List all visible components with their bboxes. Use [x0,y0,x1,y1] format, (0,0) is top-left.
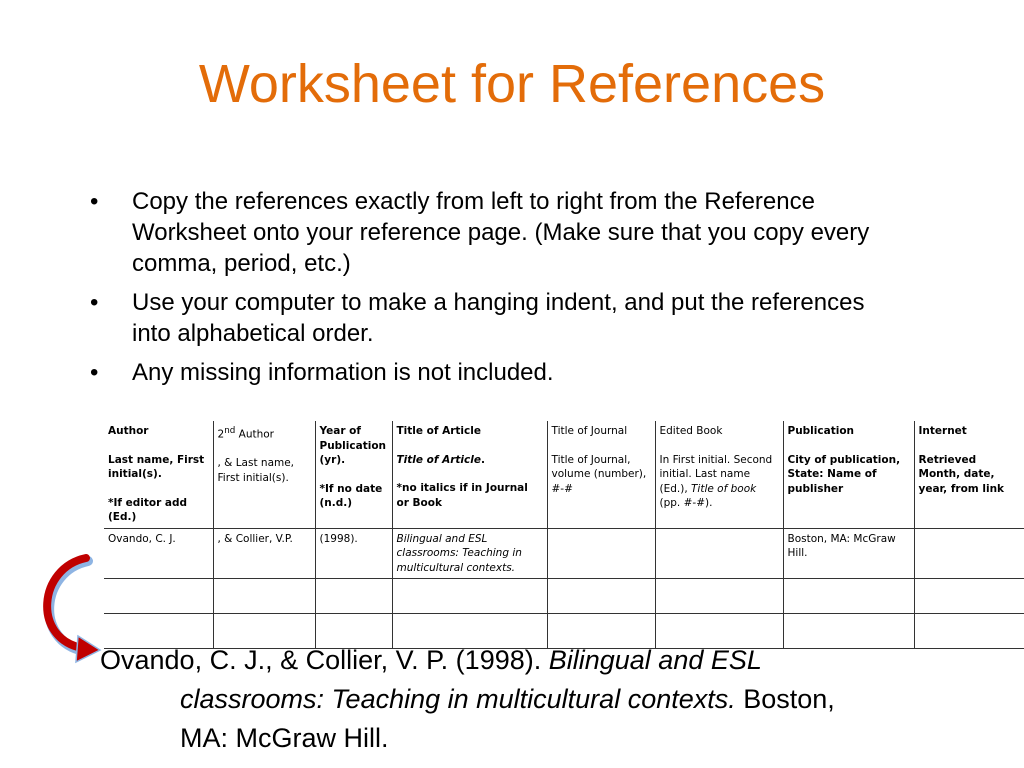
header-internet-heading: Internet [918,425,967,437]
reference-worksheet-table [104,421,1024,649]
header-title-article [392,421,547,528]
reference-city: Boston, [735,684,835,714]
header-title-article-note: *no italics if in Journal or Book [396,482,528,509]
header-edited-book-pages: (pp. #-#). [659,497,713,509]
header-year-format: (yr). [319,454,346,466]
header-second-author-num: 2 [217,428,225,441]
bullet-item [88,357,888,388]
header-title-article-heading: Title of Article [396,425,481,437]
header-second-author [213,421,315,528]
bullet-list [88,186,888,396]
cell-empty [213,579,315,614]
cell-empty [392,579,547,614]
header-year [315,421,392,528]
cell-author: Ovando, C. J. [104,528,213,579]
header-publication-format: City of publication, State: Name of publisher [787,453,901,495]
slide-title: Worksheet for References [198,54,826,114]
header-second-author-heading: Author [235,428,274,441]
cell-internet [914,528,1024,579]
header-title-article-period: . [480,453,485,466]
cell-title-journal [547,528,655,579]
header-internet-format: Retrieved Month, date, year, from link [918,453,1005,495]
header-author [104,421,213,528]
cell-edited-book [655,528,783,579]
bullet-item [88,186,888,279]
header-publication-heading: Publication [787,425,855,437]
header-year-note: *If no date (n.d.) [319,482,383,509]
bullet-dot: • [90,289,99,316]
cell-empty [655,579,783,614]
bullet-text: Use your computer to make a hanging indent, and put the references into alphabetical order. [132,289,865,347]
reference-publisher: MA: McGraw Hill. [180,723,389,753]
cell-second-author: , & Collier, V.P. [213,528,315,579]
header-second-author-sup: nd [224,426,236,436]
header-title-journal-format: Title of Journal, volume (number), #-# [551,453,647,495]
header-edited-book-italic: Title of book [691,482,757,495]
cell-empty [783,579,914,614]
header-edited-book-format: In First initial. Second initial. Last name (Ed.), [659,453,773,495]
cell-empty [914,579,1024,614]
bullet-text: Copy the references exactly from left to right from the Reference Worksheet onto your reference page. (Make sure that you copy every comma, period, etc.) [132,188,870,277]
header-edited-book-heading: Edited Book [659,425,723,437]
header-author-heading: Author [108,425,149,437]
reference-authors: Ovando, C. J., & Collier, V. P. (1998). [100,645,549,675]
header-internet [914,421,1024,528]
cell-year: (1998). [315,528,392,579]
cell-publication: Boston, MA: McGraw Hill. [783,528,914,579]
reference-title-part1: Bilingual and ESL [548,645,762,675]
formatted-reference [100,641,1020,758]
header-author-note: *If editor add (Ed.) [108,496,188,523]
cell-empty [315,579,392,614]
header-title-journal-heading: Title of Journal [551,425,628,437]
cell-empty [104,579,213,614]
header-title-article-format: Title of Article [396,453,481,466]
cell-title-article: Bilingual and ESL classrooms: Teaching in multicultural contexts. [392,528,547,579]
bullet-item [88,287,888,349]
header-title-journal [547,421,655,528]
header-second-author-format: , & Last name, First initial(s). [217,457,295,484]
curved-arrow-icon [28,548,108,668]
bullet-dot: • [90,188,99,215]
table-header-row [104,421,1024,528]
table-row [104,528,1024,579]
bullet-dot: • [90,359,99,386]
header-year-heading: Year of Publication [319,425,387,452]
header-publication [783,421,914,528]
bullet-text: Any missing information is not included. [132,359,554,386]
cell-empty [547,579,655,614]
header-edited-book [655,421,783,528]
reference-title-part2: classrooms: Teaching in multicultural contexts. [180,684,736,714]
header-author-format: Last name, First initial(s). [108,453,205,480]
table-row [104,579,1024,614]
